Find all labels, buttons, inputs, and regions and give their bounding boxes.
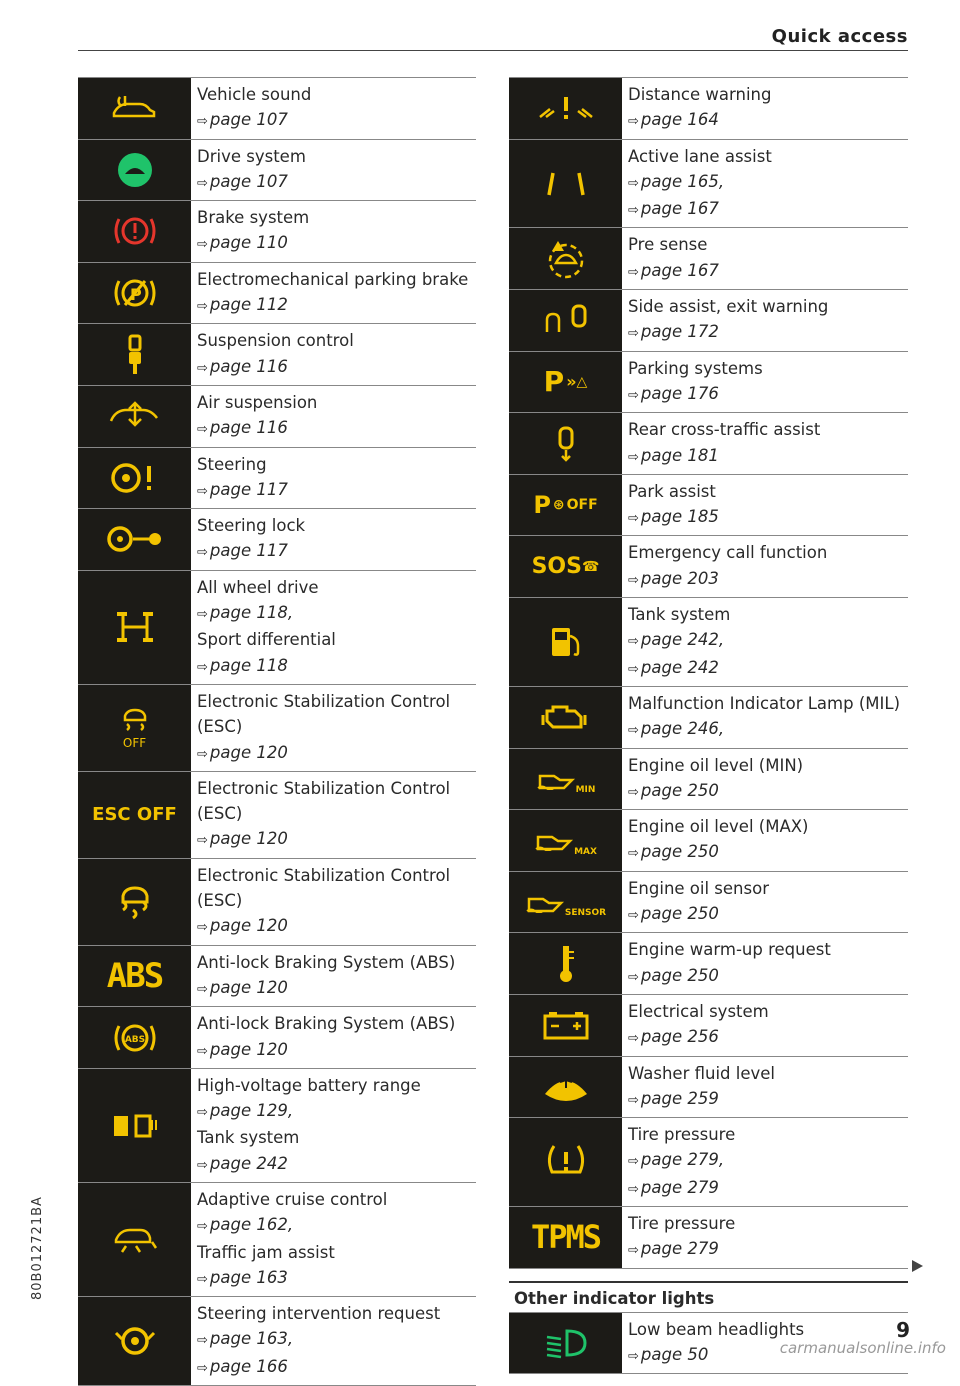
- indicator-row: [509, 871, 908, 933]
- arrow-right-icon: ⇨: [197, 299, 208, 315]
- indicator-label: High-voltage battery range: [197, 1075, 421, 1095]
- arrow-right-icon: ⇨: [628, 326, 639, 342]
- indicator-row: [78, 447, 476, 509]
- arrow-right-icon: ⇨: [197, 114, 208, 130]
- indicator-description: [622, 933, 831, 994]
- page-reference-link[interactable]: ⇨ page 250: [628, 780, 719, 800]
- indicator-row: [78, 945, 476, 1007]
- air-suspension-icon: [78, 386, 191, 447]
- page-reference-link[interactable]: ⇨ page 120: [197, 829, 288, 849]
- page-reference-link[interactable]: ⇨ page 181: [628, 445, 719, 465]
- oil-sensor-icon: SENSOR: [509, 872, 622, 933]
- indicator-description: [622, 475, 719, 536]
- tank-icon: [509, 598, 622, 686]
- page-reference-link[interactable]: ⇨ page 163: [197, 1267, 288, 1287]
- indicator-description: [191, 946, 455, 1007]
- page-reference-link[interactable]: ⇨ page 259: [628, 1088, 719, 1108]
- parking-brake-icon: [78, 263, 191, 324]
- page-reference-link[interactable]: ⇨ page 107: [197, 171, 288, 191]
- page-reference-link[interactable]: ⇨ page 172: [628, 322, 719, 342]
- engine-warmup-icon: [509, 933, 622, 994]
- indicator-description: [622, 872, 769, 933]
- indicator-label: All wheel drive: [197, 577, 319, 597]
- indicator-label: Engine oil level (MIN): [628, 755, 804, 775]
- indicator-row: [509, 474, 908, 536]
- page-reference-link[interactable]: ⇨ page 250: [628, 842, 719, 862]
- page-reference-link[interactable]: ⇨ page 120: [197, 1039, 288, 1059]
- arrow-right-icon: ⇨: [197, 920, 208, 936]
- tire-pressure-icon: [509, 1118, 622, 1206]
- indicator-row: [78, 1182, 476, 1296]
- arrow-right-icon: ⇨: [197, 237, 208, 253]
- arrow-right-icon: ⇨: [197, 607, 208, 623]
- watermark: carmanualsonline.info: [779, 1339, 946, 1357]
- indicator-row: [78, 262, 476, 324]
- all-wheel-drive-icon: [78, 571, 191, 684]
- page-reference-link[interactable]: ⇨ page 107: [197, 110, 288, 130]
- arrow-right-icon: ⇨: [197, 1360, 208, 1376]
- page-reference-link[interactable]: ⇨ page 120: [197, 742, 288, 762]
- arrow-right-icon: ⇨: [628, 1092, 639, 1108]
- drive-system-icon: [78, 140, 191, 201]
- indicator-description: [191, 1007, 455, 1068]
- page-reference-link[interactable]: ⇨ page 250: [628, 904, 719, 924]
- arrow-right-icon: ⇨: [628, 846, 639, 862]
- page-reference-link[interactable]: ⇨ page 167: [628, 260, 719, 280]
- indicator-row: [509, 289, 908, 351]
- indicator-label: Low beam headlights: [628, 1319, 805, 1339]
- indicator-label: Anti-lock Braking System (ABS): [197, 1014, 456, 1034]
- indicator-row: [509, 412, 908, 474]
- arrow-right-icon: ⇨: [628, 1348, 639, 1364]
- indicator-label: Electronic Stabilization Control: [197, 865, 451, 885]
- indicator-row: [509, 1056, 908, 1118]
- arrow-right-icon: ⇨: [628, 449, 639, 465]
- page-reference-link[interactable]: ⇨ page 120: [197, 916, 288, 936]
- right-rows: [509, 77, 908, 1269]
- arrow-right-icon: ⇨: [628, 572, 639, 588]
- indicator-label: Drive system: [197, 146, 306, 166]
- arrow-right-icon: ⇨: [628, 203, 639, 219]
- right-indicator-table: [509, 77, 908, 1374]
- indicator-label: Tire pressure: [628, 1125, 736, 1145]
- indicator-row: [509, 1117, 908, 1206]
- indicator-label: Brake system: [197, 208, 310, 228]
- arrow-right-icon: ⇨: [628, 661, 639, 677]
- page-reference-link[interactable]: ⇨ page 118,: [197, 603, 294, 623]
- indicator-description: [191, 78, 311, 139]
- page-reference-link[interactable]: ⇨ page 250: [628, 965, 719, 985]
- indicator-description: [622, 810, 809, 871]
- arrow-right-icon: ⇨: [628, 511, 639, 527]
- indicator-description: [191, 263, 468, 324]
- indicator-row: [78, 1006, 476, 1068]
- esc-off-icon: OFF: [78, 685, 191, 771]
- indicator-row: [509, 932, 908, 994]
- indicator-description: [191, 324, 354, 385]
- page-reference-link[interactable]: ⇨ page 50: [628, 1344, 709, 1364]
- indicator-row: [509, 139, 908, 228]
- page-reference-link[interactable]: ⇨ page 117: [197, 479, 288, 499]
- indicator-description: [191, 859, 450, 945]
- arrow-right-icon: ⇨: [628, 175, 639, 191]
- indicator-row: [78, 1068, 476, 1182]
- indicator-label: Parking systems: [628, 358, 763, 378]
- indicator-label: Rear cross-traffic assist: [628, 420, 821, 440]
- indicator-label: Vehicle sound: [197, 85, 312, 104]
- parking-systems-icon: P » △: [509, 352, 622, 413]
- indicator-label: Engine oil sensor: [628, 878, 769, 898]
- arrow-right-icon: ⇨: [197, 545, 208, 561]
- arrow-right-icon: ⇨: [197, 981, 208, 997]
- indicator-label: (ESC): [197, 717, 243, 737]
- page-header-title: Quick access: [771, 26, 908, 47]
- page-reference-link[interactable]: ⇨ page 116: [197, 418, 288, 438]
- indicator-label: Park assist: [628, 481, 716, 501]
- indicator-description: [191, 201, 309, 262]
- arrow-right-icon: ⇨: [628, 114, 639, 130]
- indicator-label: Side assist, exit warning: [628, 297, 829, 317]
- indicator-row: [509, 809, 908, 871]
- indicator-row: [78, 771, 476, 858]
- indicator-label: Electronic Stabilization Control: [197, 691, 451, 711]
- page-reference-link[interactable]: ⇨ page 203: [628, 568, 719, 588]
- arrow-right-icon: ⇨: [628, 264, 639, 280]
- indicator-description: [191, 1069, 421, 1182]
- indicator-description: [622, 413, 820, 474]
- indicator-label: Steering: [197, 454, 267, 474]
- indicator-description: [191, 509, 305, 570]
- arrow-right-icon: ⇨: [197, 1105, 208, 1121]
- arrow-right-icon: ⇨: [628, 723, 639, 739]
- oil-max-icon: MAX: [509, 810, 622, 871]
- indicator-description: [191, 1297, 440, 1385]
- sos-icon: SOS ☎: [509, 536, 622, 597]
- distance-warning-icon: [509, 78, 622, 139]
- indicator-label: Steering intervention request: [197, 1304, 441, 1324]
- document-code: 80B012721BA: [30, 1196, 45, 1300]
- arrow-right-icon: ⇨: [628, 784, 639, 800]
- indicator-label: Distance warning: [628, 85, 772, 104]
- next-page-arrow-icon[interactable]: [912, 1260, 923, 1272]
- battery-icon: [509, 995, 622, 1056]
- arrow-right-icon: ⇨: [197, 746, 208, 762]
- steering-icon: [78, 448, 191, 509]
- indicator-description: [622, 536, 827, 597]
- indicator-label: Electrical system: [628, 1001, 769, 1021]
- svg-text:P: P: [129, 285, 142, 305]
- page-reference-link[interactable]: ⇨ page 167: [628, 199, 719, 219]
- indicator-label: Active lane assist: [628, 146, 772, 166]
- adaptive-cruise-icon: [78, 1183, 191, 1296]
- indicator-label: Air suspension: [197, 392, 318, 412]
- arrow-right-icon: ⇨: [197, 1157, 208, 1173]
- oil-min-icon: MIN: [509, 749, 622, 810]
- indicator-row: [509, 994, 908, 1056]
- steering-intervention-icon: [78, 1297, 191, 1385]
- page-reference-link[interactable]: ⇨ page 129,: [197, 1101, 294, 1121]
- lane-assist-icon: [509, 140, 622, 228]
- svg-text:ABS: ABS: [124, 1034, 145, 1045]
- indicator-label: Engine warm-up request: [628, 940, 831, 960]
- indicator-description: [622, 1313, 804, 1374]
- page-reference-link[interactable]: ⇨ page 163,: [197, 1329, 294, 1349]
- arrow-right-icon: ⇨: [197, 175, 208, 191]
- indicator-description: [622, 687, 900, 748]
- indicator-label: Tire pressure: [628, 1213, 736, 1233]
- arrow-right-icon: ⇨: [628, 1181, 639, 1197]
- page-reference-link[interactable]: ⇨ page 116: [197, 356, 288, 376]
- arrow-right-icon: ⇨: [197, 360, 208, 376]
- page-reference-link[interactable]: ⇨ page 112: [197, 295, 288, 315]
- indicator-label: Engine oil level (MAX): [628, 817, 809, 837]
- indicator-label: Emergency call function: [628, 543, 828, 563]
- indicator-row: [78, 684, 476, 771]
- page-reference-link[interactable]: ⇨ page 279,: [628, 1150, 725, 1170]
- page-reference-link[interactable]: ⇨ page 162,: [197, 1215, 294, 1235]
- page-reference-link[interactable]: ⇨ page 242: [628, 657, 719, 677]
- indicator-row: [509, 77, 908, 139]
- indicator-description: [622, 1207, 735, 1268]
- page-reference-link[interactable]: ⇨ page 279: [628, 1239, 719, 1259]
- indicator-label: Malfunction Indicator Lamp (MIL): [628, 693, 901, 713]
- indicator-description: [622, 228, 719, 289]
- steering-lock-icon: [78, 509, 191, 570]
- indicator-label: Sport differential: [197, 630, 336, 650]
- arrow-right-icon: ⇨: [197, 422, 208, 438]
- arrow-right-icon: ⇨: [628, 1031, 639, 1047]
- esc-off-text-icon: ESC OFF: [78, 772, 191, 858]
- indicator-row: [509, 227, 908, 289]
- indicator-description: [191, 772, 450, 858]
- page-reference-link[interactable]: ⇨ page 110: [197, 233, 288, 253]
- arrow-right-icon: ⇨: [197, 483, 208, 499]
- indicator-label: Electronic Stabilization Control: [197, 778, 451, 798]
- indicator-row: [78, 858, 476, 945]
- indicator-label: (ESC): [197, 891, 243, 911]
- indicator-label: Tank system: [628, 605, 731, 625]
- page-reference-link[interactable]: ⇨ page 256: [628, 1027, 719, 1047]
- indicator-row: [509, 1206, 908, 1269]
- indicator-row: [509, 748, 908, 810]
- abs-circle-icon: [78, 1007, 191, 1068]
- indicator-description: [191, 571, 336, 684]
- indicator-description: [191, 386, 317, 447]
- indicator-label: (ESC): [197, 804, 243, 824]
- arrow-right-icon: ⇨: [197, 1043, 208, 1059]
- indicator-row: [78, 200, 476, 262]
- indicator-row: [78, 385, 476, 447]
- indicator-description: [191, 448, 288, 509]
- arrow-right-icon: ⇨: [197, 1219, 208, 1235]
- page-number: 9: [896, 1318, 910, 1342]
- arrow-right-icon: ⇨: [197, 833, 208, 849]
- indicator-row: [509, 535, 908, 597]
- arrow-right-icon: ⇨: [628, 908, 639, 924]
- pre-sense-icon: [509, 228, 622, 289]
- indicator-description: [622, 140, 772, 228]
- section-title-other: Other indicator lights: [509, 1281, 908, 1312]
- page-reference-link[interactable]: ⇨ page 120: [197, 977, 288, 997]
- indicator-label: Electromechanical parking brake: [197, 269, 469, 289]
- indicator-description: [622, 598, 730, 686]
- left-indicator-table: [78, 77, 476, 1386]
- page-reference-link[interactable]: ⇨ page 166: [197, 1356, 288, 1376]
- indicator-row: [78, 1296, 476, 1386]
- indicator-label: Adaptive cruise control: [197, 1189, 388, 1209]
- page-reference-link[interactable]: ⇨ page 165,: [628, 171, 725, 191]
- arrow-right-icon: ⇨: [628, 634, 639, 650]
- page-reference-link[interactable]: ⇨ page 164: [628, 110, 719, 130]
- indicator-label: Suspension control: [197, 331, 354, 351]
- arrow-right-icon: ⇨: [628, 1154, 639, 1170]
- indicator-description: [622, 1118, 735, 1206]
- page-reference-link[interactable]: ⇨ page 185: [628, 507, 719, 527]
- arrow-right-icon: ⇨: [628, 387, 639, 403]
- indicator-label: Anti-lock Braking System (ABS): [197, 952, 456, 972]
- suspension-icon: [78, 324, 191, 385]
- indicator-row: [509, 686, 908, 748]
- indicator-description: [191, 1183, 387, 1296]
- header-divider: [78, 50, 908, 51]
- page-reference-link[interactable]: ⇨ page 118: [197, 655, 288, 675]
- arrow-right-icon: ⇨: [628, 969, 639, 985]
- page-reference-link[interactable]: ⇨ page 242,: [628, 630, 725, 650]
- indicator-label: Washer fluid level: [628, 1063, 775, 1083]
- esc-icon: [78, 859, 191, 945]
- page-reference-link[interactable]: ⇨ page 117: [197, 541, 288, 561]
- indicator-row: [509, 351, 908, 413]
- indicator-description: [622, 749, 803, 810]
- indicator-row: [78, 570, 476, 684]
- indicator-description: [191, 140, 306, 201]
- tpms-icon: TPMS: [509, 1207, 622, 1268]
- arrow-right-icon: ⇨: [197, 659, 208, 675]
- indicator-row: [78, 77, 476, 139]
- indicator-label: Steering lock: [197, 516, 306, 536]
- page-reference-link[interactable]: ⇨ page 246,: [628, 719, 725, 739]
- indicator-description: [622, 995, 769, 1056]
- abs-text-icon: ABS: [78, 946, 191, 1007]
- low-beam-icon: [509, 1313, 622, 1374]
- park-assist-icon: P ⊛ OFF: [509, 475, 622, 536]
- page-reference-link[interactable]: ⇨ page 279: [628, 1177, 719, 1197]
- indicator-description: [622, 290, 828, 351]
- indicator-row: [509, 597, 908, 686]
- side-assist-icon: [509, 290, 622, 351]
- battery-range-icon: [78, 1069, 191, 1182]
- vehicle-sound-icon: [78, 78, 191, 139]
- indicator-label: Pre sense: [628, 235, 708, 255]
- indicator-description: [622, 78, 771, 139]
- indicator-label: Traffic jam assist: [197, 1242, 335, 1262]
- engine-mil-icon: [509, 687, 622, 748]
- indicator-label: Tank system: [197, 1128, 300, 1148]
- arrow-right-icon: ⇨: [197, 1271, 208, 1287]
- arrow-right-icon: ⇨: [197, 1333, 208, 1349]
- brake-system-icon: [78, 201, 191, 262]
- indicator-row: [78, 139, 476, 201]
- arrow-right-icon: ⇨: [628, 1243, 639, 1259]
- rear-cross-traffic-icon: [509, 413, 622, 474]
- indicator-description: [622, 1057, 775, 1118]
- page-reference-link[interactable]: ⇨ page 242: [197, 1153, 288, 1173]
- indicator-description: [191, 685, 450, 771]
- washer-fluid-icon: [509, 1057, 622, 1118]
- indicator-row: [78, 508, 476, 570]
- page-reference-link[interactable]: ⇨ page 176: [628, 383, 719, 403]
- indicator-description: [622, 352, 763, 413]
- indicator-row: [78, 323, 476, 385]
